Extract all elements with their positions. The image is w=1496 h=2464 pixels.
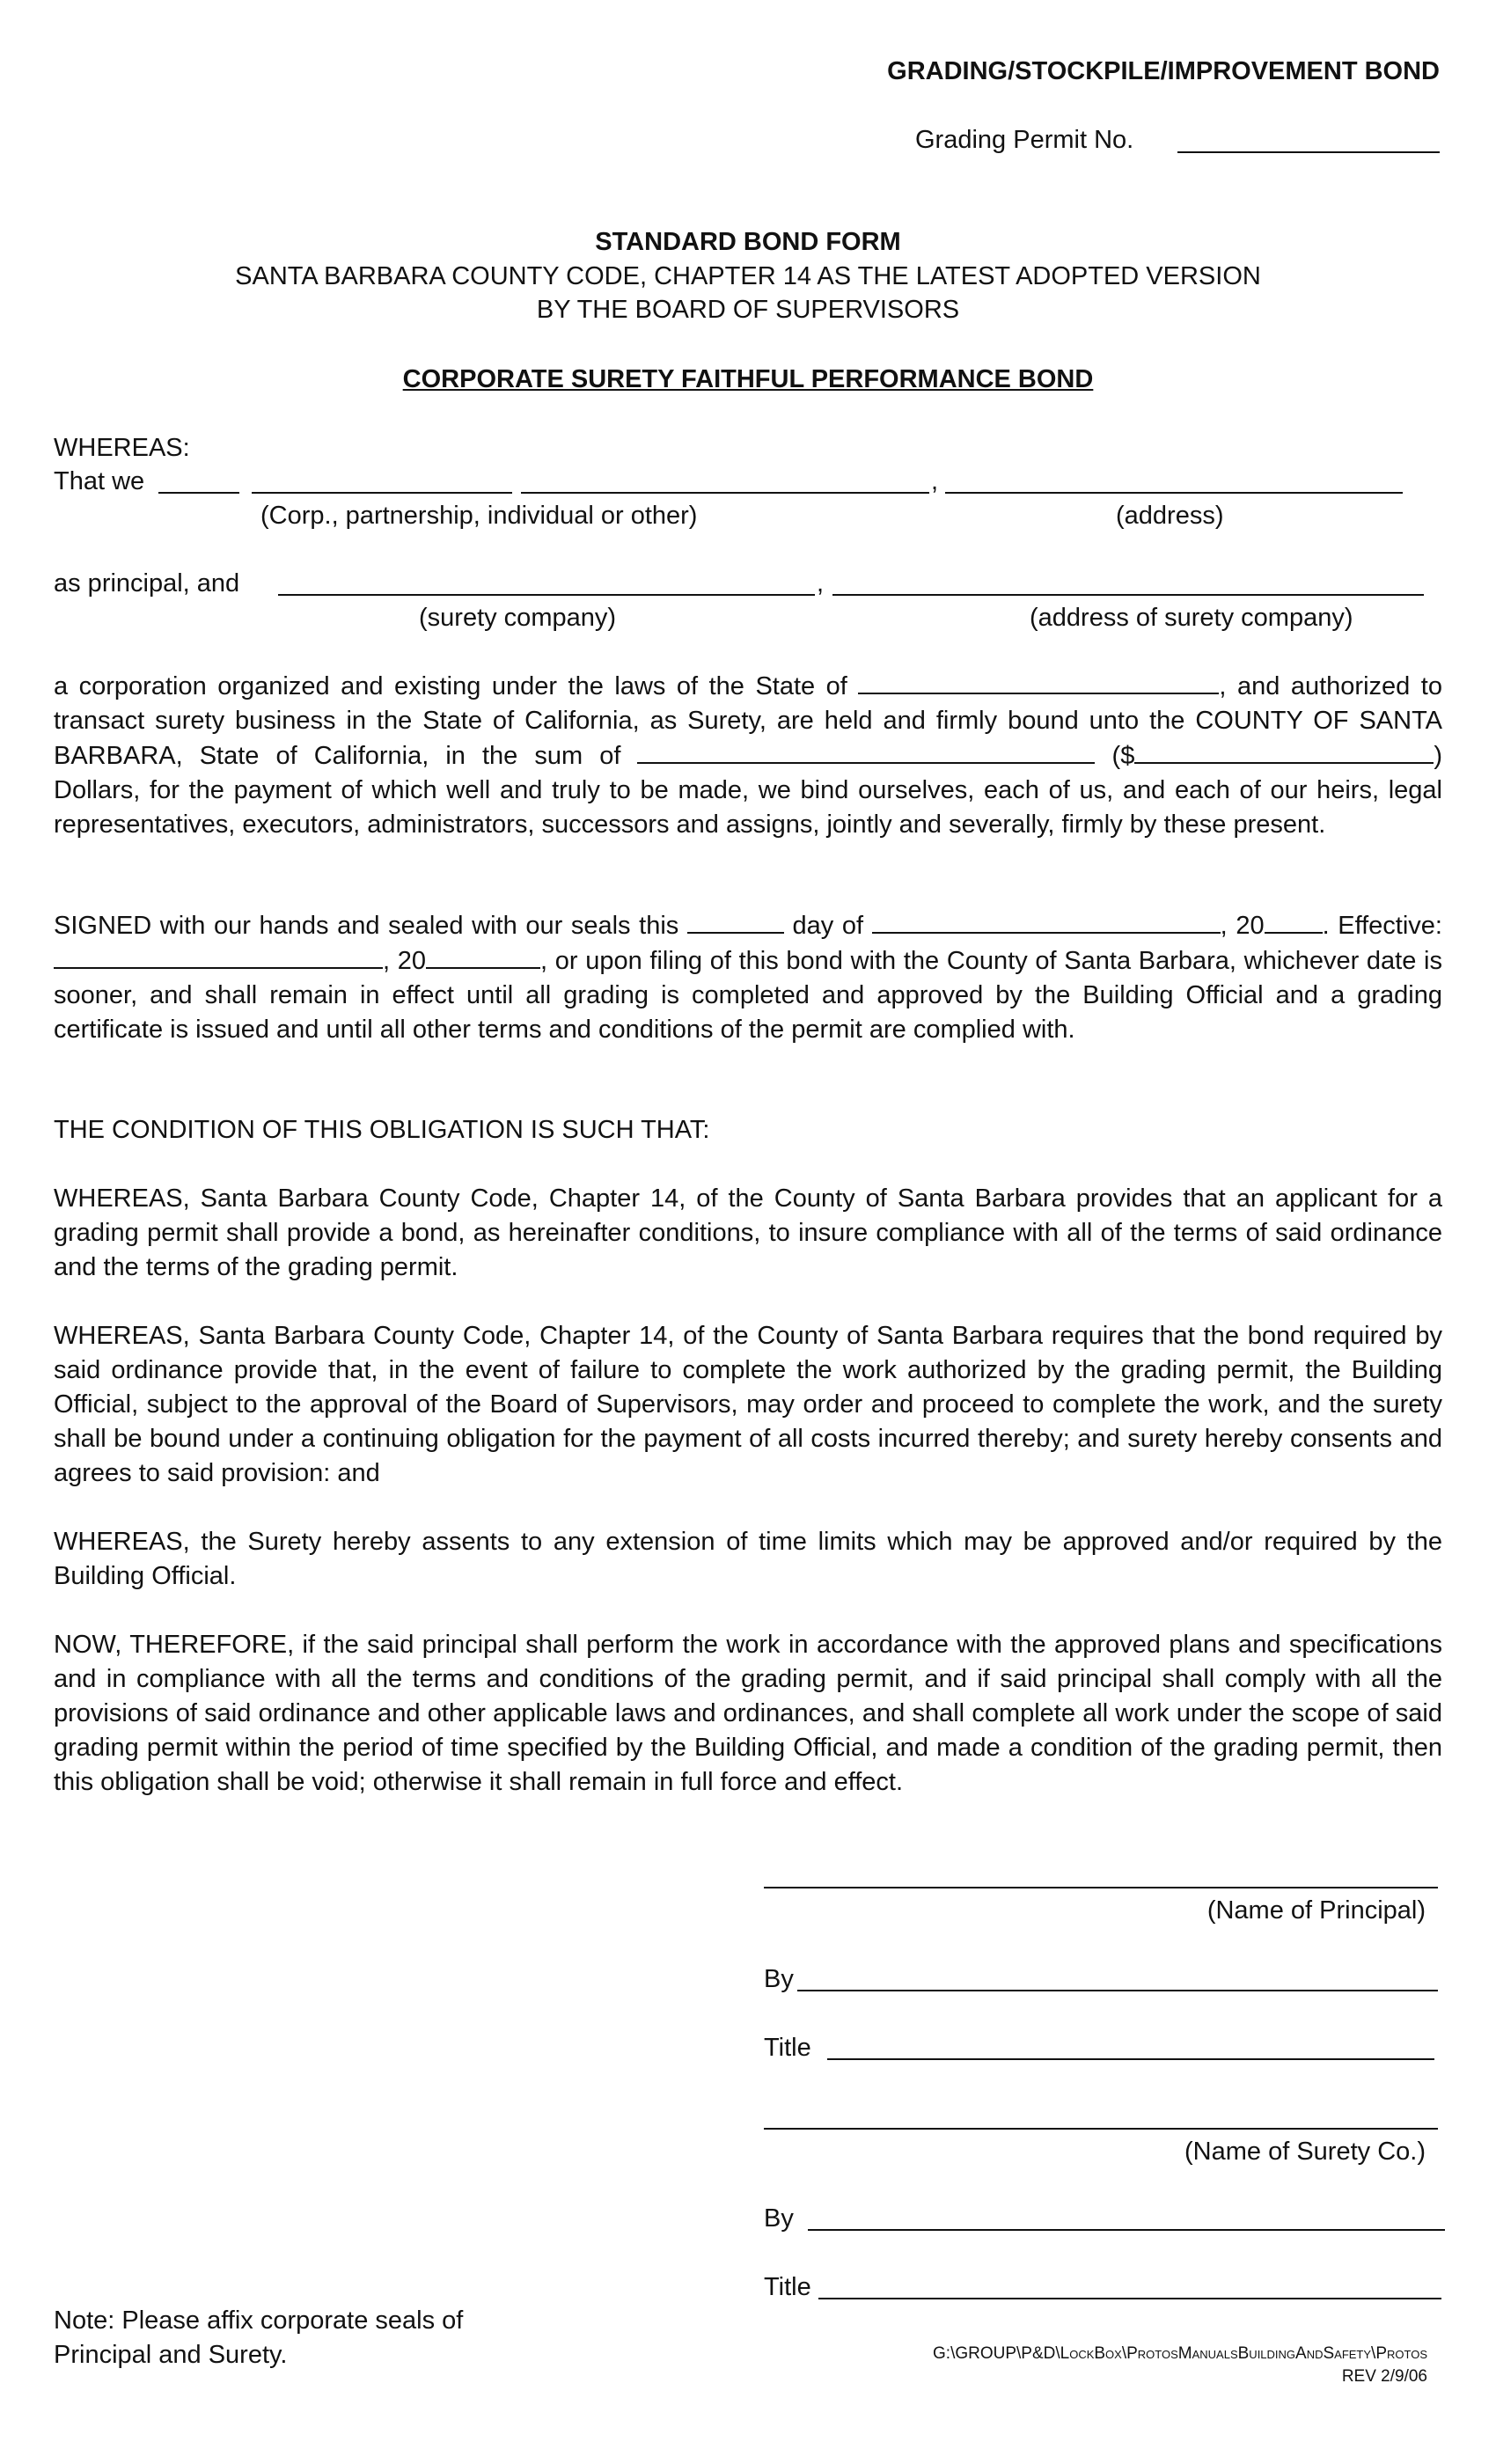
sum-amount-field[interactable] [1134,738,1434,764]
corp-caption: (Corp., partnership, individual or other) [260,502,698,530]
form-title-line3: BY THE BOARD OF SUPERVISORS [536,296,960,324]
corporation-text-3: ($ [1111,742,1135,770]
comma: , [931,467,939,495]
principal-caption: (Name of Principal) [1206,1896,1426,1925]
surety-caption: (surety company) [419,604,617,632]
bond-type-heading: GRADING/STOCKPILE/IMPROVEMENT BOND [887,57,1440,85]
grading-permit-label: Grading Permit No. [915,126,1134,154]
surety-title-field[interactable] [818,2298,1441,2299]
principal-title-field[interactable] [827,2058,1434,2060]
now-therefore-paragraph: NOW, THEREFORE, if the said principal shall perform the work in accordance with the approved plans and specifications and in compliance with all the terms and conditions of the grading permit, and if said principal shall comply with all the provisions of said ordinance and other applicable laws and ordinances, and shall complete all work under the scope of said grading permit within the period of time specified by the Building Official, and made a condition of the grading permit, then this obligation shall be void; otherwise it shall remain in full force and effect. [54,1631,1442,1796]
condition-heading: THE CONDITION OF THIS OBLIGATION IS SUCH THAT: [54,1116,710,1144]
signed-text-4: . Effective: [1322,912,1442,940]
whereas-paragraph-1: WHEREAS, Santa Barbara County Code, Chapter 14, of the County of Santa Barbara provides that an applicant for a grading permit shall provide a bond, as hereinafter conditions, to insure compliance with all of the terms of said ordinance and the terms of the grading permit. [54,1184,1442,1281]
signed-text-2: day of [792,912,864,940]
whereas-paragraph-3: WHEREAS, the Surety hereby assents to any extension of time limits which may be approved and/or required by the Building Official. [54,1528,1442,1590]
whereas-paragraph-2: WHEREAS, Santa Barbara County Code, Chapter 14, of the County of Santa Barbara requires that the bond required by said ordinance provide that, in the event of failure to complete the work authorized by the grading permit, the Building Official, subject to the approval of the Board of Supervisors, may order and proceed to complete the work, and the surety shall be bound under a continuing obligation for the payment of all costs incurred thereby; and surety hereby consents and agrees to said provision: and [54,1322,1442,1487]
corporation-text-1: a corporation organized and existing under the laws of the State of [54,672,847,700]
principal-address-field[interactable] [945,492,1403,494]
principal-by-label: By [764,1965,794,1993]
signed-text-5: , 20 [383,947,426,975]
note-line-2: Principal and Surety. [54,2341,288,2369]
signed-text-3: , 20 [1220,912,1265,940]
whereas-label: WHEREAS: [54,434,190,462]
form-subtitle: CORPORATE SURETY FAITHFUL PERFORMANCE BOND [402,365,1094,393]
principal-name-field[interactable] [158,492,239,494]
address-caption: (address) [1116,502,1224,530]
note-line-1: Note: Please affix corporate seals of [54,2306,464,2335]
principal-name-signature-line[interactable] [764,1887,1438,1888]
surety-address-caption: (address of surety company) [1030,604,1353,632]
principal-by-field[interactable] [797,1990,1438,1991]
surety-address-field[interactable] [832,594,1424,596]
signed-text-1: SIGNED with our hands and sealed with our seals this [54,912,679,940]
that-we-label: That we [54,467,145,495]
footer-revision: REV 2/9/06 [1341,2367,1427,2386]
signed-text-6: , or upon filing of this bond with the County of Santa Barbara, whichever date is sooner, and shall remain in effect until all grading is completed and approved by the Building Official and a grading certificate is issued and until all other terms and conditions of the permit are complied with. [54,947,1442,1044]
footer-file-path: G:\GROUP\P&D\LockBox\ProtosManualsBuildingAndSafety\Protos [933,2344,1427,2363]
corporation-text-2: , and authorized to transact surety business in the State of California, as Surety, are held and firmly bound unto the COUNTY OF SANTA BARBARA, State of California, in the sum of [54,672,1442,770]
principal-name-field-2[interactable] [521,492,929,494]
state-field[interactable] [858,669,1219,694]
principal-title-label: Title [764,2034,811,2062]
corporation-text-4: ) Dollars, for the payment of which well and truly to be made, we bind ourselves, each of us, and each of our heirs, legal representatives, executors, administrators, successors and assigns, jointly and severally, firmly by these present. [54,742,1442,839]
comma-2: , [817,569,825,598]
surety-by-field[interactable] [808,2229,1445,2231]
corporation-paragraph [54,669,1442,842]
effective-year-field[interactable] [426,943,540,969]
form-title: STANDARD BOND FORM [595,228,901,256]
as-principal-label: as principal, and [54,569,240,598]
form-title-line2: SANTA BARBARA COUNTY CODE, CHAPTER 14 AS THE LATEST ADOPTED VERSION [235,262,1261,290]
sum-words-field[interactable] [637,738,1095,764]
principal-type-field[interactable] [252,492,512,494]
signed-paragraph [54,908,1442,1047]
effective-date-field[interactable] [54,943,383,969]
signed-month-field[interactable] [872,908,1221,934]
surety-name-signature-line[interactable] [764,2128,1438,2130]
signed-year-field[interactable] [1265,908,1323,934]
surety-title-label: Title [764,2273,811,2301]
surety-company-field[interactable] [278,594,815,596]
surety-name-caption: (Name of Surety Co.) [1184,2138,1426,2166]
surety-by-label: By [764,2204,794,2233]
signed-day-field[interactable] [687,908,784,934]
grading-permit-number-field[interactable] [1177,151,1440,153]
